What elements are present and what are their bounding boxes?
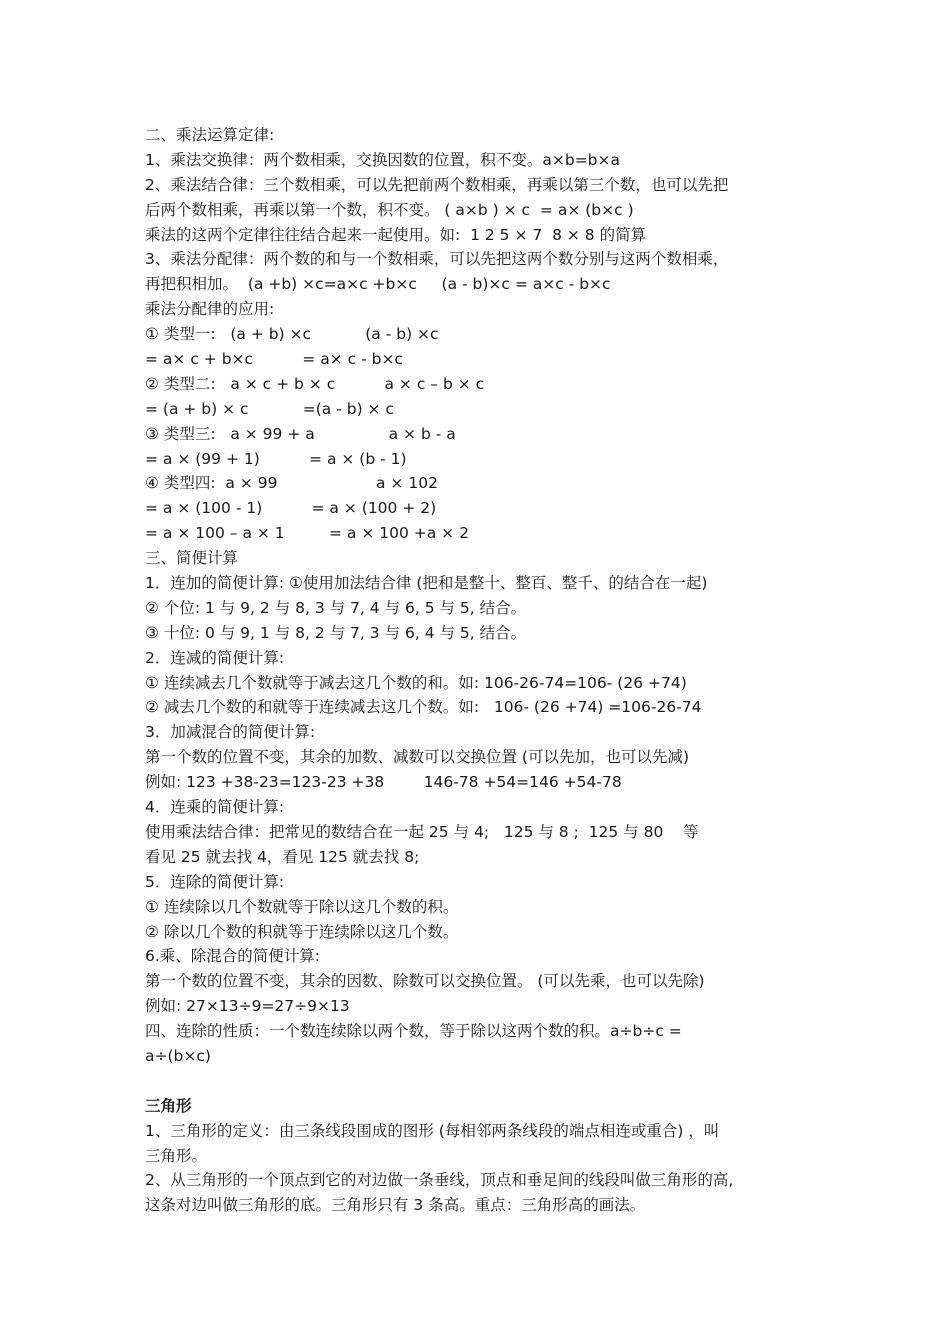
section-title-multiplication-laws: 二、乘法运算定律: (145, 126, 275, 144)
text-line: 第一个数的位置不变，其余的因数、除数可以交换位置。 (可以先乘，也可以先除) (145, 972, 705, 991)
text-line: 例如: 123 +38-23=123-23 +38 146-78 +54=146 +54-78 (145, 773, 622, 792)
text-line: 看见 25 就去找 4，看见 125 就去找 8; (145, 847, 420, 866)
text-line: ① 类型一: (a + b) ×c (a - b) ×c (145, 325, 439, 344)
text-line: 6.乘、除混合的简便计算: (145, 947, 321, 966)
text-line: ② 除以几个数的积就等于连续除以这几个数。 (145, 922, 459, 941)
text-line: = (a + b) × c =(a - b) × c (145, 399, 394, 418)
text-line: 3．加减混合的简便计算: (145, 723, 316, 742)
text-line: ① 连续减去几个数就等于减去这几个数的和。如: 106-26-74=106- (26 +74) (145, 673, 687, 692)
text-line: 第一个数的位置不变，其余的加数、减数可以交换位置 (可以先加，也可以先减) (145, 748, 690, 767)
text-line: ③ 类型三: a × 99 + a a × b - a (145, 424, 456, 443)
section-title-triangle: 三角形 (145, 1096, 192, 1115)
text-line: 1．连加的简便计算: ①使用加法结合律 (把和是整十、整百、整千、的结合在一起) (145, 574, 708, 593)
text-line: 后两个数相乘，再乘以第一个数，积不变。 ( a×b ) × c = a× (b×c ) (145, 200, 634, 219)
text-line: = a × (100 - 1) = a × (100 + 2) (145, 499, 437, 518)
text-line: ② 减去几个数的和就等于连续减去这几个数。如: 106- (26 +74) =106-26-74 (145, 698, 702, 717)
text-line: 1、三角形的定义：由三条线段围成的图形 (每相邻两条线段的端点相连或重合) ，叫 (145, 1121, 720, 1140)
document-body (145, 123, 815, 1218)
text-line: 乘法的这两个定律往往结合起来一起使用。如: 1 2 5 × 7 8 × 8 的简算 (145, 225, 647, 244)
text-line: 1、乘法交换律：两个数相乘，交换因数的位置，积不变。a×b=b×a (145, 150, 620, 169)
text-line: = a × (99 + 1) = a × (b - 1) (145, 449, 407, 468)
text-line: ② 类型二: a × c + b × c a × c – b × c (145, 374, 485, 393)
text-line: 四、连除的性质：一个数连续除以两个数，等于除以这两个数的积。a÷b÷c = (145, 1022, 682, 1041)
text-line: 2、乘法结合律：三个数相乘，可以先把前两个数相乘，再乘以第三个数，也可以先把 (145, 175, 729, 194)
text-line: 三角形。 (145, 1146, 208, 1165)
text-line: = a × 100 – a × 1 = a × 100 +a × 2 (145, 524, 469, 543)
text-line: 3、乘法分配律：两个数的和与一个数相乘，可以先把这两个数分别与这两个数相乘， (145, 250, 729, 269)
text-line: a÷(b×c) (145, 1046, 211, 1065)
text-line: ④ 类型四: a × 99 a × 102 (145, 474, 438, 493)
text-line: 2、从三角形的一个顶点到它的对边做一条垂线，顶点和垂足间的线段叫做三角形的高, (145, 1171, 734, 1190)
text-line: ① 连续除以几个数就等于除以这几个数的积。 (145, 897, 459, 916)
text-line: 使用乘法结合律：把常见的数结合在一起 25 与 4; 125 与 8 ; 125 与 80 等 (145, 822, 699, 841)
text-line: ③ 十位: 0 与 9, 1 与 8, 2 与 7, 3 与 6, 4 与 5, 结合。 (145, 623, 527, 642)
text-line: 乘法分配律的应用: (145, 300, 275, 319)
blank-line (145, 1069, 815, 1094)
text-line: ② 个位: 1 与 9, 2 与 8, 3 与 7, 4 与 6, 5 与 5, 结合。 (145, 598, 527, 617)
section-title-simple-calculation: 三、简便计算 (145, 549, 239, 568)
text-line: 2．连减的简便计算: (145, 648, 285, 667)
text-line: = a× c + b×c = a× c - b×c (145, 350, 403, 369)
text-line: 再把积相加。 (a +b) ×c=a×c +b×c (a - b)×c = a×c - b×c (145, 275, 611, 294)
text-line: 4．连乘的简便计算: (145, 798, 285, 817)
text-line: 这条对边叫做三角形的底。三角形只有 3 条高。重点：三角形高的画法。 (145, 1196, 646, 1215)
text-line: 5．连除的简便计算: (145, 872, 285, 891)
text-line: 例如: 27×13÷9=27÷9×13 (145, 997, 350, 1016)
